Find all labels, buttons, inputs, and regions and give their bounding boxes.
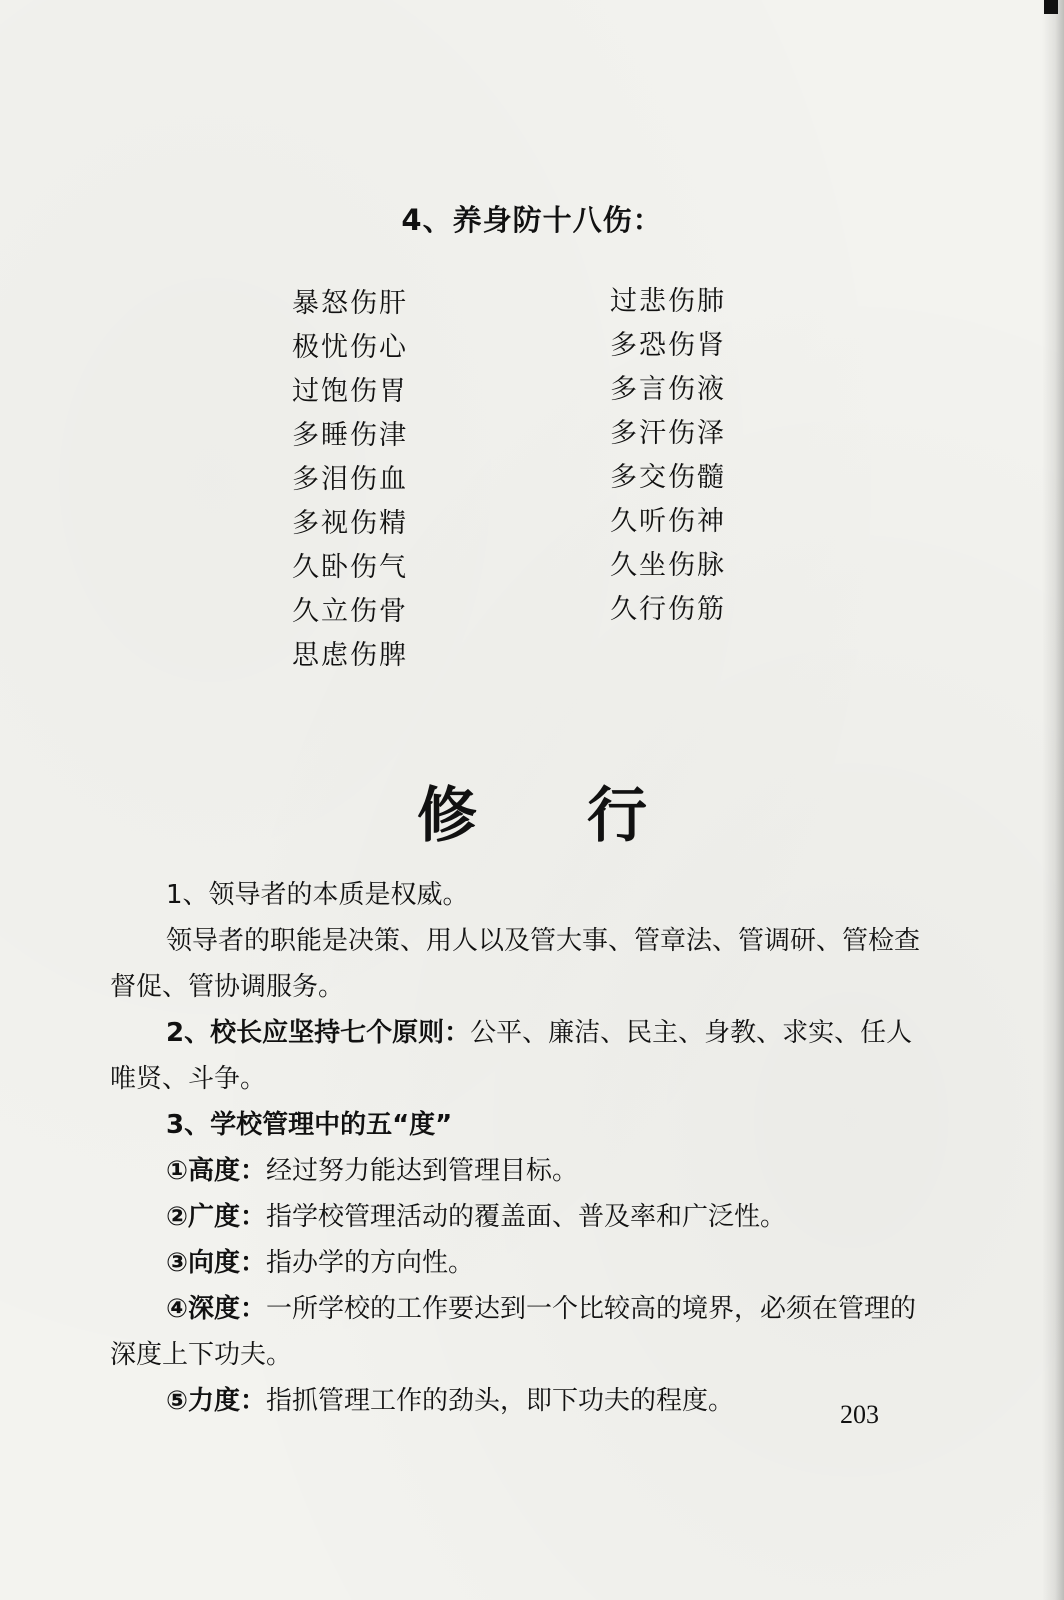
injury-list-right [610, 280, 726, 632]
degree-item [110, 1240, 930, 1286]
chapter-title-char-2: 行 [587, 781, 647, 851]
degree-item [110, 1378, 930, 1424]
degree-label: ④深度： [166, 1294, 267, 1324]
paragraph-3 [110, 1010, 930, 1102]
list-item: 多交伤髓 [610, 462, 726, 493]
corner-scan-mark [1044, 0, 1058, 14]
degree-item [110, 1148, 930, 1194]
list-item: 久卧伤气 [292, 552, 408, 583]
chapter-title-char-1: 修 [417, 781, 477, 851]
paragraph-1: 1、领导者的本质是权威。 [166, 880, 469, 910]
paragraph-3-label: 2、校长应坚持七个原则： [166, 1018, 471, 1048]
list-item: 多汗伤泽 [610, 418, 726, 449]
list-item: 多视伤精 [292, 508, 408, 539]
section-heading: 4、养身防十八伤： [401, 203, 663, 237]
degree-text: 指学校管理活动的覆盖面、普及率和广泛性。 [266, 1202, 787, 1232]
paragraph-3-text: 公平、廉洁、民主、身教、求实、任人唯贤、斗争。 [110, 1018, 913, 1094]
injury-list-left [292, 282, 408, 678]
list-item: 久行伤筋 [610, 594, 726, 625]
degree-label: ②广度： [166, 1202, 267, 1232]
list-item: 暴怒伤肝 [292, 288, 408, 319]
degree-item [110, 1286, 930, 1378]
list-item: 极忧伤心 [292, 332, 408, 363]
degree-label: ③向度： [166, 1248, 267, 1278]
degree-item [110, 1194, 930, 1240]
paragraph-2: 领导者的职能是决策、用人以及管大事、管章法、管调研、管检查督促、管协调服务。 [110, 926, 921, 1002]
list-item: 思虑伤脾 [292, 640, 408, 671]
list-item: 多睡伤津 [292, 420, 408, 451]
list-item: 久立伤骨 [292, 596, 408, 627]
body-text [110, 872, 930, 1424]
page-number: 203 [840, 1400, 879, 1429]
chapter-title [0, 768, 1064, 854]
list-item: 过饱伤胃 [292, 376, 408, 407]
paragraph-4: 3、学校管理中的五“度” [166, 1110, 453, 1140]
degree-text: 指抓管理工作的劲头，即下功夫的程度。 [266, 1386, 735, 1416]
degree-label: ⑤力度： [166, 1386, 267, 1416]
list-item: 多言伤液 [610, 374, 726, 405]
degree-label: ①高度： [166, 1156, 267, 1186]
degree-text: 指办学的方向性。 [266, 1248, 475, 1278]
degree-text: 一所学校的工作要达到一个比较高的境界，必须在管理的深度上下功夫。 [110, 1294, 917, 1370]
list-item: 久听伤神 [610, 506, 726, 537]
degree-text: 经过努力能达到管理目标。 [266, 1156, 579, 1186]
list-item: 过悲伤肺 [610, 286, 726, 317]
list-item: 多泪伤血 [292, 464, 408, 495]
list-item: 多恐伤肾 [610, 330, 726, 361]
list-item: 久坐伤脉 [610, 550, 726, 581]
